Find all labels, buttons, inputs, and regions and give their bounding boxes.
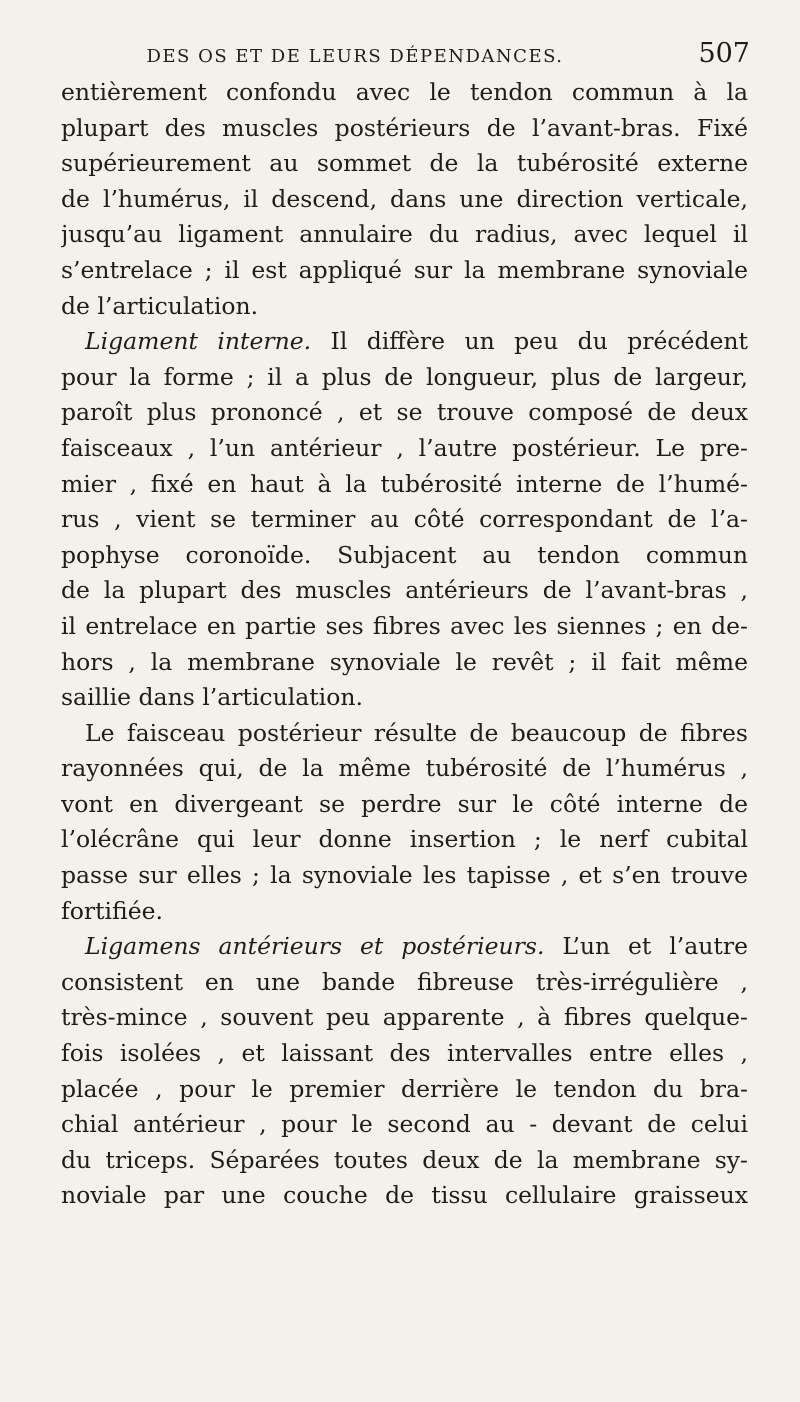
text-fragment: L’un et l’autre xyxy=(562,932,748,961)
text-fragment: Il diffère un peu du précédent xyxy=(330,327,748,356)
text-line: consistent en une bande fibreuse très-irrégulière , xyxy=(61,967,748,996)
text-line: passe sur elles ; la synoviale les tapisse , et s’en trouve xyxy=(61,861,748,890)
text-line: il entrelace en partie ses fibres avec les siennes ; en de- xyxy=(61,611,748,640)
text-line: placée , pour le premier derrière le tendon du bra- xyxy=(61,1074,748,1103)
text-line: de l’articulation. xyxy=(61,291,259,320)
text-line: hors , la membrane synoviale le revêt ; il fait même xyxy=(61,647,748,676)
paragraph-start-line xyxy=(61,324,748,360)
text-line: rayonnées qui, de la même tubérosité de l’humérus , xyxy=(61,754,748,783)
text-line: vont en divergeant se perdre sur le côté interne de xyxy=(61,789,748,818)
text-line: l’olécrâne qui leur donne insertion ; le nerf cubital xyxy=(61,825,748,854)
text-line: jusqu’au ligament annulaire du radius, avec lequel il xyxy=(61,220,748,249)
text-line: plupart des muscles postérieurs de l’avant-bras. Fixé xyxy=(61,113,748,142)
text-line: Le faisceau postérieur résulte de beaucoup de fibres xyxy=(85,718,748,747)
text-line: chial antérieur , pour le second au - devant de celui xyxy=(61,1110,748,1139)
text-line: très-mince , souvent peu apparente , à fibres quelque- xyxy=(61,1003,748,1032)
body-text xyxy=(61,75,748,1214)
running-head: DES OS ET DE LEURS DÉPENDANCES. xyxy=(146,46,564,67)
text-line: pophyse coronoïde. Subjacent au tendon commun xyxy=(61,540,748,569)
text-line: supérieurement au sommet de la tubérosité externe xyxy=(61,149,748,178)
text-line: pour la forme ; il a plus de longueur, plus de largeur, xyxy=(61,362,748,391)
text-line: fortifiée. xyxy=(61,896,163,925)
text-line: de l’humérus, il descend, dans une direction verticale, xyxy=(61,184,748,213)
text-line: entièrement confondu avec le tendon commun à la xyxy=(61,78,748,106)
text-line: s’entrelace ; il est appliqué sur la membrane synoviale xyxy=(61,255,748,284)
page-number: 507 xyxy=(698,38,750,69)
text-line: saillie dans l’articulation. xyxy=(61,683,363,712)
section-heading-ligamens-anterieurs: Ligamens antérieurs et postérieurs. xyxy=(85,932,545,961)
text-line: noviale par une couche de tissu cellulaire graisseux xyxy=(61,1181,748,1210)
text-line: de la plupart des muscles antérieurs de l’avant-bras , xyxy=(61,576,748,605)
section-heading-ligament-interne: Ligament interne. xyxy=(85,327,312,356)
paragraph-start-line xyxy=(61,929,748,965)
text-line: mier , fixé en haut à la tubérosité interne de l’humé- xyxy=(61,469,748,498)
text-line: fois isolées , et laissant des intervalles entre elles , xyxy=(61,1039,748,1068)
text-line: paroît plus prononcé , et se trouve composé de deux xyxy=(61,398,748,427)
text-line: rus , vient se terminer au côté correspondant de l’a- xyxy=(61,505,748,534)
text-line: du triceps. Séparées toutes deux de la membrane sy- xyxy=(61,1145,748,1174)
text-line: faisceaux , l’un antérieur , l’autre postérieur. Le pre- xyxy=(61,433,748,462)
